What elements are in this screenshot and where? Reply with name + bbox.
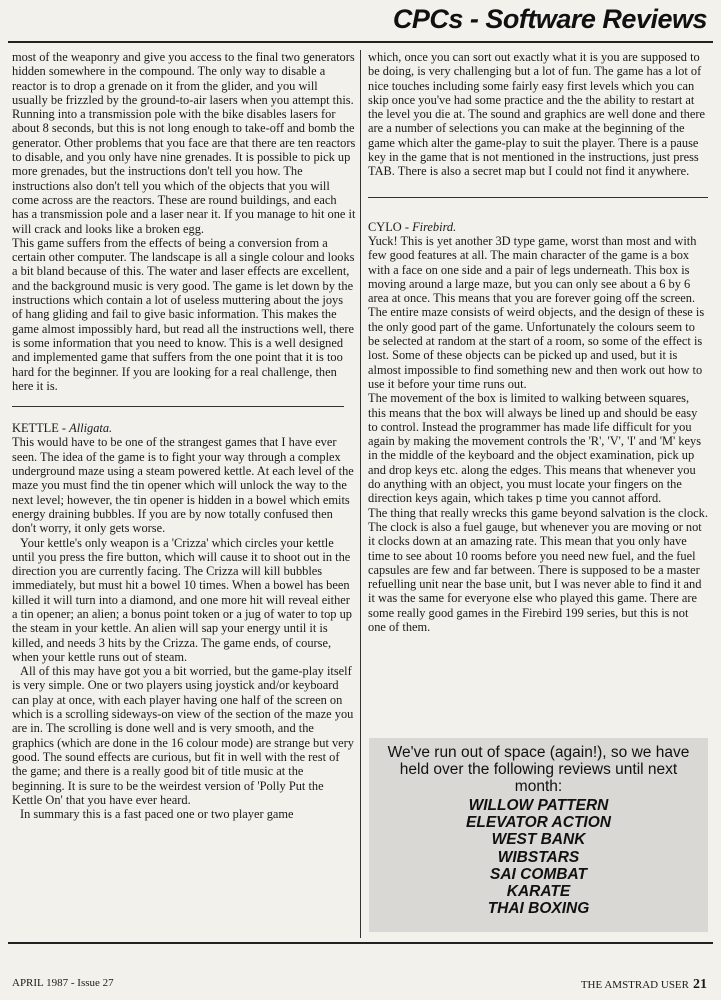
footer-rule xyxy=(8,942,713,944)
body-paragraph: which, once you can sort out exactly what it is you are supposed to be doing, is very challenging but a lot of fun. The game has a lot of nice touches including some fairly easy first levels which you can skip once you've had some practice and the the ability to restart at the level you die at. The sound and graphics are well done and there are a number of selections you can make at the beginning of the game which alter the game-play to suit the player. There is a pause key in the game that is not mentioned in the instructions, just press TAB. There is also a secret map but I could not find it anywhere. xyxy=(368,50,705,179)
footer-issue: APRIL 1987 - Issue 27 xyxy=(12,977,114,989)
held-over-title: SAI COMBAT xyxy=(489,865,587,883)
review-heading-cylo: CYLO - Firebird. xyxy=(368,219,457,234)
section-rule xyxy=(368,197,708,198)
body-paragraph: This game suffers from the effects of being a conversion from a certain other computer. The landscape is all a single colour and looks a bit bland because of this. The water and laser effects are excellent, and the background music is very good. The game is let down by the instructions which contain a lot of useless muttering about the joys of hang gliding and fail to give basic information. This makes the game almost impossibly hard, but read all the instructions well, there is some information that you need to know. This is a well designed and implemented game that suffers from the one point that it is too hard for the beginner. If you are looking for a real challenge, then here it is. xyxy=(12,235,355,393)
held-over-title: WIBSTARS xyxy=(497,848,580,866)
held-over-list xyxy=(369,797,708,917)
footer-magazine: THE AMSTRAD USER xyxy=(580,979,689,991)
review-heading-kettle: KETTLE - Alligata. xyxy=(12,421,113,436)
body-paragraph: Yuck! This is yet another 3D type game, worst than most and with few good features at all. The main character of the game is a box with a face on one side and a pair of legs underneath. This box is moving around a large maze, but you can only see about a 6 by 6 area at once. This means that you are forever going off the screen. The entire maze consists of weird objects, and the design of these is the only good part of the game. Unfortunately the colours seem to be selected at random at the start of a room, so some of the effect is lost. Some of these objects can be picked up and used, but it is almost impossible to find something new and then work out how to use it before your time runs out. xyxy=(368,233,705,391)
body-paragraph: The movement of the box is limited to walking between squares, this means that the box will always be lined up and should be easy to control. Instead the programmer has made life difficult for you again by making the movement controls the 'R', 'V', 'I' and 'M' keys in the middle of the keyboard and the object examination, pick up and drop keys etc. along the edges. This means that whenever you do anything with an object, you must locate your fingers on the direction keys again, which takes p time you cannot afford. xyxy=(368,391,702,506)
review-publisher: Firebird. xyxy=(412,219,457,234)
body-paragraph: This would have to be one of the strangest games that I have ever seen. The idea of the game is to fight your way through a complex underground maze using a steam powered kettle. At each level of the maze you must find the tin opener which will unlock the way to the next level; however, the tin opener is hidden in a bowel which emits energy draining bubbles. If you are by now totally confused then don't worry, it only gets worse. xyxy=(12,435,354,536)
section-rule xyxy=(12,406,344,407)
page-header-title: CPCs - Software Reviews xyxy=(392,4,707,34)
held-over-title: WILLOW PATTERN xyxy=(468,797,609,814)
left-column xyxy=(12,50,356,821)
body-paragraph: The thing that really wrecks this game beyond salvation is the clock. The clock is also a fuel gauge, but whenever you are moving or not it clocks down at an amazing rate. This mean that you only have time to see about 10 rooms before you need new fuel, and the fuel capsules are few and far between. There is supposed to be a master refuelling unit near the base unit, but I was never able to find it and it was the same for everyone else who played this game. There are some really good games in the Firebird 199 series, but this is not one of them. xyxy=(368,505,708,634)
held-over-title: ELEVATOR ACTION xyxy=(466,814,611,832)
held-over-title: WEST BANK xyxy=(491,831,586,849)
body-paragraph: most of the weaponry and give you access to the final two generators hidden somewhere in the compound. The only way to disable a reactor is to drop a grenade on it from the glider, and you will usually be frizzled by the ground-to-air lasers when you attempt this. Running into a transmission pole with the bike disables lasers for about 8 seconds, but this is not long enough to take-off and bomb the generator. Other problems that you face are that there are ten reactors to disable, and you only have nine grenades. It is possible to pick up more grenades, but the instructions don't tell you how. The instructions also don't tell you which of the objects that you will come across are the reactors. These are round buildings, and each has a transmission pole and a laser near it. If you manage to hit one it will crack and looks like a broken egg. xyxy=(12,50,356,236)
body-paragraph: In summary this is a fast paced one or two player game xyxy=(20,807,294,822)
page-number: 21 xyxy=(693,977,707,992)
review-publisher: Alligata. xyxy=(69,421,113,436)
header-rule xyxy=(8,41,713,43)
review-title: KETTLE xyxy=(12,421,59,436)
footer-right xyxy=(581,977,707,993)
right-column xyxy=(368,50,708,634)
body-paragraph: All of this may have got you a bit worried, but the game-play itself is very simple. One or two players using joystick and/or keyboard can play at once, with each player having one half of the screen on which is a scrolling sideways-on view of the section of the maze you are in. The scrolling is done well and is very smooth, and the graphics (which are done in the 16 colour mode) are strange but very good. The sound effects are curious, but fit in well with the rest of the game; and there is a really good bit of title music at the beginning. It is sure to be the weirdest version of 'Polly Put the Kettle On' that you have ever heard. xyxy=(12,664,354,807)
held-over-reviews-box xyxy=(369,738,708,932)
review-title: CYLO xyxy=(368,219,402,234)
held-over-title: THAI BOXING xyxy=(487,900,590,918)
column-divider xyxy=(360,50,361,938)
held-over-title: KARATE xyxy=(506,883,571,901)
held-over-message: We've run out of space (again!), so we have held over the following reviews until next month: xyxy=(387,744,690,795)
body-paragraph: Your kettle's only weapon is a 'Crizza' which circles your kettle until you press the fire button, which will cause it to shoot out in the direction you are currently facing. The Crizza will kill bubbles immediately, but must hit a bowel 10 times. When a bowel has been killed it will turn into a diamond, and one more hit will reveal either a tin opener; an alien; a bonus point token or a jug of water to top up the steam in your kettle. An alien will sap your energy until it is killed, and needs 3 hits by the Crizza. The game ends, of course, when your kettle runs out of steam. xyxy=(12,535,352,664)
